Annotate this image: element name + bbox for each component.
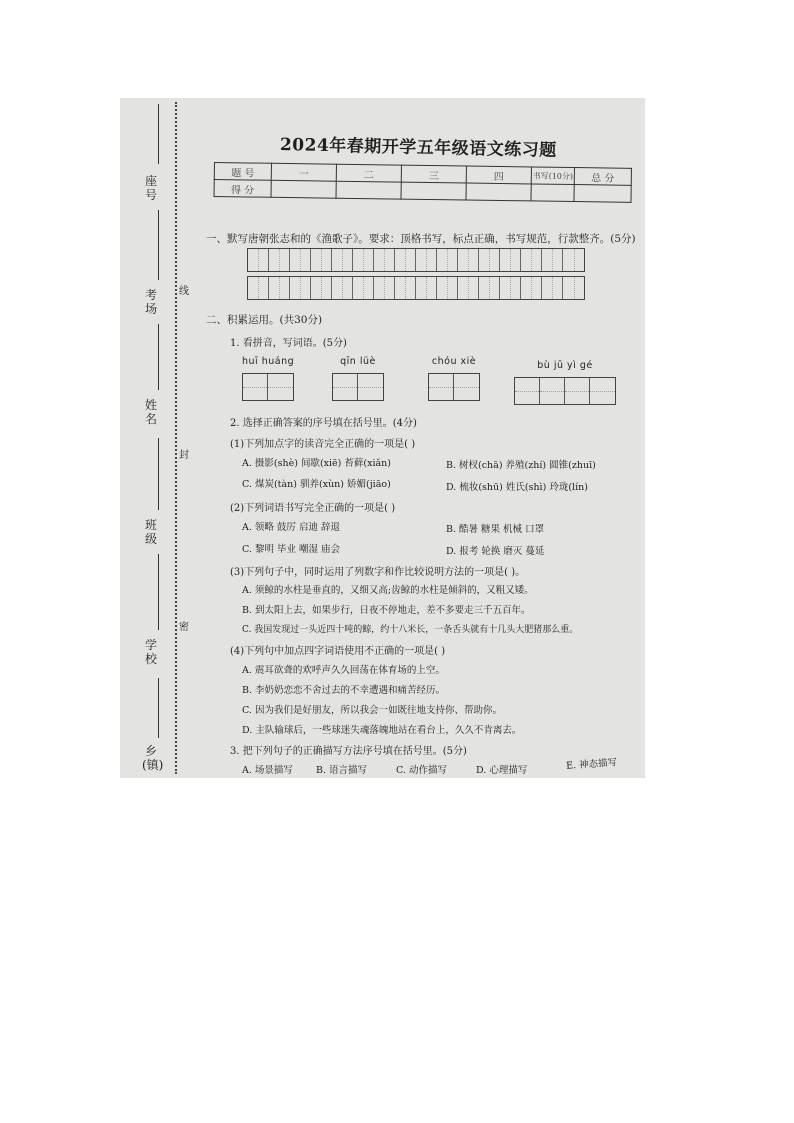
q2-sub4-option-d: D. 主队输球后，一些球迷失魂落魄地站在看台上，久久不肯离去。 — [242, 725, 522, 736]
exam-paper — [190, 98, 645, 778]
section2-heading: 二、积累运用。(共30分) — [206, 314, 323, 326]
section1-heading: 一、默写唐朝张志和的《渔歌子》。要求：顶格书写，标点正确，书写规范，行款整齐。(5分) — [206, 233, 636, 245]
pinyin-item-1 — [242, 356, 294, 404]
q3-prompt: 3. 把下列句子的正确描写方法序号填在括号里。(5分) — [230, 746, 467, 757]
margin-line — [158, 324, 159, 390]
answer-boxes[interactable] — [332, 373, 384, 401]
answer-boxes[interactable] — [514, 377, 616, 405]
q2-sub1-option-d: D. 梳妆(shū) 姓氏(shì) 玲珑(lín) — [446, 482, 588, 493]
margin-line — [158, 678, 159, 738]
margin-label-township: 乡(镇) — [142, 744, 164, 772]
q2-sub3-option-b: B. 到太阳上去，如果步行，日夜不停地走，差不多要走三千五百年。 — [242, 605, 531, 616]
binding-margin — [120, 98, 189, 778]
margin-label-name: 姓名 — [144, 398, 157, 426]
margin-label-class: 班级 — [144, 518, 157, 546]
score-input-cell[interactable] — [401, 182, 466, 200]
score-cell: 题 号 — [214, 163, 271, 181]
pinyin-text: qīn lüè — [340, 356, 376, 367]
binding-word-seal: 封 — [179, 450, 189, 461]
pinyin-item-4 — [514, 360, 616, 408]
q2-sub2-option-d: D. 报考 轮换 磨灭 蔓延 — [446, 546, 545, 557]
binding-dotted-line — [175, 102, 177, 774]
exam-title: 2024年春期开学五年级语文练习题 — [279, 135, 557, 161]
pinyin-item-3 — [428, 356, 480, 404]
score-cell: 四 — [466, 166, 531, 184]
q2-sub1-option-c: C. 煤炭(tàn) 驯养(xùn) 娇媚(jiāo) — [242, 479, 391, 490]
pinyin-text: huī huáng — [242, 356, 295, 367]
score-input-cell[interactable] — [466, 183, 531, 201]
pinyin-text: bù jū yì gé — [537, 360, 593, 371]
score-cell: 三 — [401, 165, 466, 183]
writing-grid-row-1[interactable] — [247, 248, 585, 272]
score-cell: 得 分 — [214, 180, 271, 198]
q3-option-b: B. 语言描写 — [316, 765, 368, 776]
score-cell: 书写(10分) — [531, 167, 574, 185]
answer-boxes[interactable] — [428, 373, 480, 401]
q1-prompt: 1. 看拼音，写词语。(5分) — [230, 338, 347, 349]
q2-sub1-option-b: B. 树杈(chā) 养殖(zhí) 圆锥(zhuī) — [446, 460, 596, 471]
q2-sub2-option-a: A. 领略 鼓厉 启迪 辞退 — [242, 522, 340, 533]
q3-option-e: E. 神态描写 — [565, 757, 618, 772]
score-cell: 一 — [271, 163, 336, 181]
q2-sub4-stem: (4)下列句中加点四字词语使用不正确的一项是( ) — [230, 646, 446, 657]
margin-label-seat: 座号 — [144, 174, 157, 202]
score-cell: 总 分 — [574, 168, 631, 186]
binding-word-line: 线 — [179, 286, 189, 297]
q2-sub3-option-c: C. 我国发现过一头近四十吨的鲸，约十八米长，一条舌头就有十几头大肥猪那么重。 — [242, 625, 579, 635]
q2-sub2-option-b: B. 酷暑 糖果 机械 口罩 — [446, 524, 545, 535]
q2-sub3-stem: (3)下列句子中，同时运用了列数字和作比较说明方法的一项是( )。 — [230, 567, 526, 578]
exam-photo — [120, 98, 645, 778]
margin-line — [158, 554, 159, 630]
score-input-cell[interactable] — [574, 185, 631, 203]
score-input-cell[interactable] — [336, 181, 401, 199]
margin-line — [158, 104, 159, 164]
q3-option-c: C. 动作描写 — [396, 765, 447, 776]
margin-label-exam-room: 考场 — [144, 288, 157, 316]
margin-label-school: 学校 — [144, 638, 157, 666]
q3-option-a: A. 场景描写 — [242, 765, 293, 776]
margin-line — [158, 438, 159, 510]
q2-sub4-option-a: A. 震耳欲聋的欢呼声久久回荡在体育场的上空。 — [242, 665, 445, 676]
binding-word-secret: 密 — [179, 622, 189, 633]
margin-line — [158, 210, 159, 280]
pinyin-item-2 — [332, 356, 384, 404]
q2-sub2-option-c: C. 黎明 毕业 嘲湿 庙会 — [242, 544, 341, 555]
q2-prompt: 2. 选择正确答案的序号填在括号里。(4分) — [230, 418, 417, 429]
q2-sub1-option-a: A. 摄影(shè) 间歇(xiē) 苔藓(xiǎn) — [242, 458, 391, 469]
score-input-cell[interactable] — [271, 180, 336, 198]
q2-sub3-option-a: A. 须鲸的水柱是垂直的，又细又高;齿鲸的水柱是倾斜的，又粗又矮。 — [242, 585, 534, 596]
q2-sub4-option-c: C. 因为我们是好朋友，所以我会一如既往地支持你、帮助你。 — [242, 705, 502, 716]
score-cell: 二 — [336, 164, 401, 182]
q2-sub2-stem: (2)下列词语书写完全正确的一项是( ) — [230, 503, 396, 514]
q2-sub4-option-b: B. 李奶奶恋恋不舍过去的不幸遭遇和痛苦经历。 — [242, 685, 446, 696]
q3-option-d: D. 心理描写 — [476, 765, 528, 776]
pinyin-text: chóu xiè — [431, 356, 477, 367]
score-table — [214, 162, 632, 203]
answer-boxes[interactable] — [242, 373, 294, 401]
writing-grid-row-2[interactable] — [247, 276, 585, 300]
q2-sub1-stem: (1)下列加点字的读音完全正确的一项是( ) — [230, 439, 416, 450]
score-input-cell[interactable] — [531, 184, 574, 202]
